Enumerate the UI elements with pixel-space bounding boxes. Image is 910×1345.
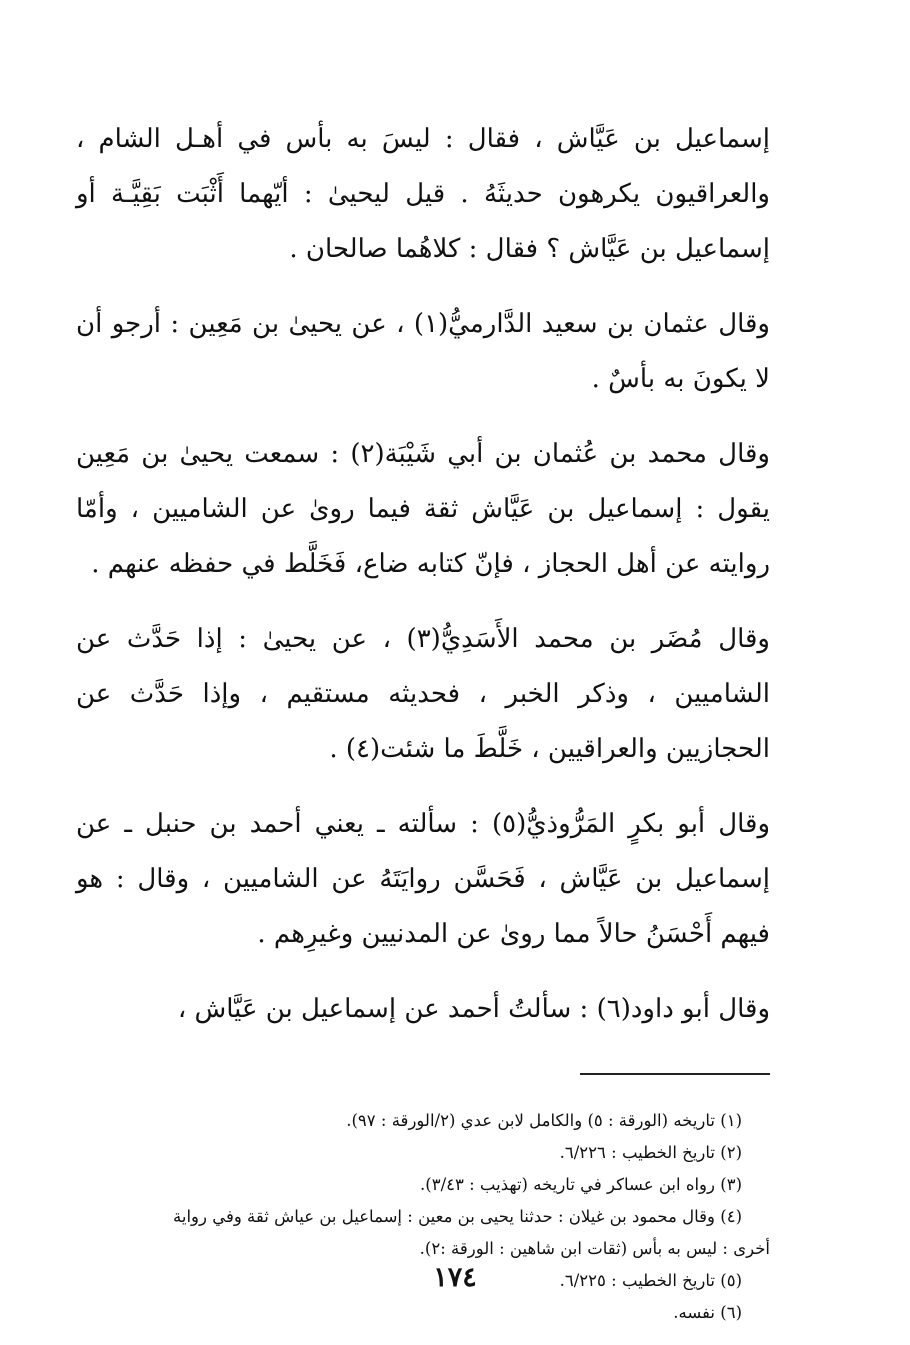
footnote-3: (٣) رواه ابن عساكر في تاريخه (تهذيب : ٣/٤٣). (420, 1175, 742, 1194)
footnote-4-continuation: أخرى : ليس به بأس (ثقات ابن شاهين : الورقة :٢). (419, 1239, 770, 1258)
footnote-4: (٤) وقال محمود بن غيلان : حدثنا يحيى بن معين : إسماعيل بن عياش ثقة وفي رواية (173, 1207, 742, 1226)
footnote-1: (١) تاريخه (الورقة : ٥) والكامل لابن عدي (٢/الورقة : ٩٧). (346, 1111, 742, 1130)
footnote-separator (580, 1073, 770, 1075)
footnotes (76, 1105, 770, 1329)
footnote-6: (٦) نفسه. (673, 1303, 742, 1322)
paragraph-2: وقال عثمان بن سعيد الدَّارميُّ(١) ، عن يحيىٰ بن مَعِين : أرجو أن لا يكونَ به بأسٌ . (76, 309, 770, 394)
paragraph-6: وقال أبو داود(٦) : سألتُ أحمد عن إسماعيل بن عَيَّاش ، (177, 994, 770, 1024)
page-number: ١٧٤ (433, 1262, 477, 1293)
main-text (76, 112, 770, 1037)
paragraph-3: وقال محمد بن عُثمان بن أبي شَيْبَة(٢) : سمعت يحيىٰ بن مَعِين يقول : إسماعيل بن عَيَّاش ثقة فيما روىٰ عن الشاميين ، وأمّا روايته عن أهل الحجاز ، فإنّ كتابه ضاع، فَخَلَّط في حفظه عنهم . (76, 439, 770, 579)
footnote-2: (٢) تاريخ الخطيب : ٦/٢٢٦. (559, 1143, 742, 1162)
paragraph-4: وقال مُضَر بن محمد الأَسَدِيُّ(٣) ، عن يحيىٰ : إذا حَدَّث عن الشاميين ، وذكر الخبر ، فحديثه مستقيم ، وإذا حَدَّث عن الحجازيين والعراقيين ، خَلَّطَ ما شئت(٤) . (76, 624, 770, 764)
paragraph-5: وقال أبو بكرٍ المَرُّوذيُّ(٥) : سألته ـ يعني أحمد بن حنبل ـ عن إسماعيل بن عَيَّاش ، فَحَسَّن روايَتَهُ عن الشاميين ، وقال : هو فيهم أَحْسَنُ حالاً مما روىٰ عن المدنيين وغيرِهم . (76, 809, 770, 949)
paragraph-1: إسماعيل بن عَيَّاش ، فقال : ليسَ به بأس في أهـل الشام ، والعراقيون يكرهون حديثَهُ . قيل ليحيىٰ : أيّهما أَثْبَت بَقِيَّـة أو إسماعيل بن عَيَّاش ؟ فقال : كلاهُما صالحان . (76, 124, 770, 264)
footnote-5: (٥) تاريخ الخطيب : ٦/٢٢٥. (559, 1271, 742, 1290)
